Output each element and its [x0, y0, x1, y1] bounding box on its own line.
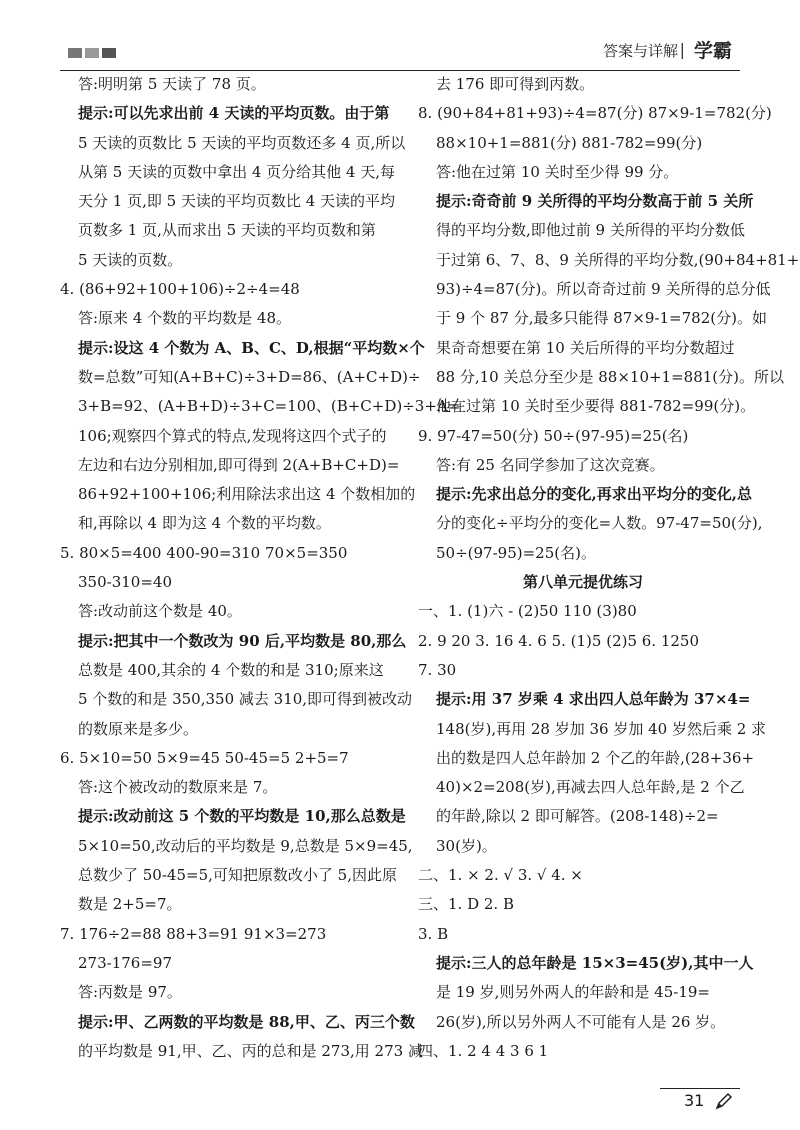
text-line: 2. 9 20 3. 16 4. 6 5. (1)5 (2)5 6. 1250 [418, 631, 700, 650]
page-header [60, 30, 740, 71]
text-line: 273-176=97 [78, 953, 172, 972]
text-line: 数是 2+5=7。 [78, 895, 182, 914]
text-line: 三、1. D 2. B [418, 895, 514, 914]
text-line: 出的数是四人总年龄加 2 个乙的年龄,(28+36+ [436, 748, 755, 767]
text-line: 7. 176÷2=88 88+3=91 91×3=273 [60, 924, 327, 943]
text-line: 提示:改动前这 5 个数的平均数是 10,那么总数是 [78, 807, 406, 826]
text-line: 答:丙数是 97。 [78, 983, 182, 1002]
text-line: 数=总数”可知(A+B+C)÷3+D=86、(A+C+D)÷ [78, 367, 421, 386]
text-line: 提示:设这 4 个数为 A、B、C、D,根据“平均数×个 [78, 338, 425, 357]
text-line: 答:改动前这个数是 40。 [78, 602, 242, 621]
text-line: 40)×2=208(岁),再减去四人总年龄,是 2 个乙 [436, 778, 745, 797]
text-line: 106;观察四个算式的特点,发现将这四个式子的 [78, 426, 387, 445]
pencil-icon [714, 1091, 734, 1111]
text-line: 5×10=50,改动后的平均数是 9,总数是 5×9=45, [78, 836, 413, 855]
text-line: 答:明明第 5 天读了 78 页。 [78, 75, 266, 93]
text-line: 提示:甲、乙两数的平均数是 88,甲、乙、丙三个数 [78, 1012, 415, 1031]
text-line: 的年龄,除以 2 即可解答。(208-148)÷2= [436, 807, 719, 826]
text-line: 提示:奇奇前 9 关所得的平均分数高于前 5 关所 [436, 192, 754, 211]
text-line: 得的平均分数,即他过前 9 关所得的平均分数低 [436, 221, 745, 240]
section-title: 第八单元提优练习 [522, 573, 643, 592]
text-line: 他在过第 10 关时至少要得 881-782=99(分)。 [436, 397, 756, 416]
text-line: 88 分,10 关总分至少是 88×10+1=881(分)。所以 [436, 367, 785, 386]
text-line: 和,再除以 4 即为这 4 个数的平均数。 [78, 514, 331, 533]
text-line: 5. 80×5=400 400-90=310 70×5=350 [60, 543, 348, 562]
text-line: 于过第 6、7、8、9 关所得的平均分数,(90+84+81+ [436, 250, 800, 269]
text-line: 果奇奇想要在第 10 关后所得的平均分数超过 [436, 338, 735, 357]
page-footer [660, 1088, 740, 1115]
text-line: 5 天读的页数。 [78, 250, 183, 269]
text-line: 50÷(97-95)=25(名)。 [436, 543, 596, 562]
text-line: 页数多 1 页,从而求出 5 天读的平均页数和第 [78, 221, 376, 240]
text-line: 一、1. (1)六 - (2)50 110 (3)80 [418, 602, 637, 621]
text-line: 二、1. × 2. √ 3. √ 4. × [418, 866, 583, 885]
text-line: 提示:先求出总分的变化,再求出平均分的变化,总 [436, 485, 752, 504]
text-line: 的数原来是多少。 [78, 719, 199, 738]
header-decoration [68, 48, 116, 58]
text-line: 提示:用 37 岁乘 4 求出四人总年龄为 37×4= [436, 690, 751, 709]
text-line: 提示:可以先求出前 4 天读的平均页数。由于第 [78, 104, 390, 123]
text-line: 答:他在过第 10 关时至少得 99 分。 [436, 162, 679, 181]
text-line: 去 176 即可得到丙数。 [436, 75, 595, 93]
text-line: 88×10+1=881(分) 881-782=99(分) [436, 133, 703, 152]
text-line: 答:这个被改动的数原来是 7。 [78, 778, 278, 797]
text-line: 3. B [418, 924, 449, 943]
text-line: 3+B=92、(A+B+D)÷3+C=100、(B+C+D)÷3+A= [78, 397, 461, 416]
text-line: 8. (90+84+81+93)÷4=87(分) 87×9-1=782(分) [418, 104, 772, 123]
text-line: 从第 5 天读的页数中拿出 4 页分给其他 4 天,每 [78, 162, 396, 181]
header-title: 答案与详解 [602, 42, 678, 60]
text-line: 148(岁),再用 28 岁加 36 岁加 40 岁然后乘 2 求 [436, 719, 767, 738]
header-brand: 学霸 [693, 40, 732, 62]
text-line: 93)÷4=87(分)。所以奇奇过前 9 关所得的总分低 [436, 280, 771, 299]
text-line: 提示:三人的总年龄是 15×3=45(岁),其中一人 [436, 953, 754, 972]
text-line: 于 9 个 87 分,最多只能得 87×9-1=782(分)。如 [436, 309, 767, 328]
text-line: 5 个数的和是 350,350 减去 310,即可得到被改动 [78, 690, 413, 709]
right-column [418, 70, 800, 1066]
text-line: 提示:把其中一个数改为 90 后,平均数是 80,那么 [78, 631, 407, 650]
text-line: 是 19 岁,则另外两人的年龄和是 45-19= [436, 983, 710, 1002]
text-line: 6. 5×10=50 5×9=45 50-45=5 2+5=7 [60, 748, 349, 767]
text-line: 5 天读的页数比 5 天读的平均页数还多 4 页,所以 [78, 133, 406, 152]
text-line: 350-310=40 [78, 573, 172, 592]
text-line: 天分 1 页,即 5 天读的平均页数比 4 天读的平均 [78, 192, 396, 211]
text-line: 7. 30 [418, 660, 457, 679]
text-line: 左边和右边分别相加,即可得到 2(A+B+C+D)= [78, 455, 400, 474]
text-line: 26(岁),所以另外两人不可能有人是 26 岁。 [436, 1012, 726, 1031]
text-line: 9. 97-47=50(分) 50÷(97-95)=25(名) [418, 426, 689, 445]
header-separator: | [679, 40, 685, 59]
text-line: 的平均数是 91,甲、乙、丙的总和是 273,用 273 减 [78, 1041, 423, 1060]
text-line: 总数是 400,其余的 4 个数的和是 310;原来这 [78, 660, 384, 679]
text-line: 答:原来 4 个数的平均数是 48。 [78, 309, 291, 328]
text-line: 四、1. 2 4 4 3 6 1 [418, 1041, 549, 1060]
text-line: 总数少了 50-45=5,可知把原数改小了 5,因此原 [78, 866, 397, 885]
page-number: 31 [684, 1091, 705, 1110]
text-line: 30(岁)。 [436, 836, 497, 855]
text-line: 答:有 25 名同学参加了这次竞赛。 [436, 455, 665, 474]
text-line: 分的变化÷平均分的变化=人数。97-47=50(分), [436, 514, 763, 533]
text-line: 86+92+100+106;利用除法求出这 4 个数相加的 [78, 485, 416, 504]
text-line: 4. (86+92+100+106)÷2÷4=48 [60, 280, 300, 299]
